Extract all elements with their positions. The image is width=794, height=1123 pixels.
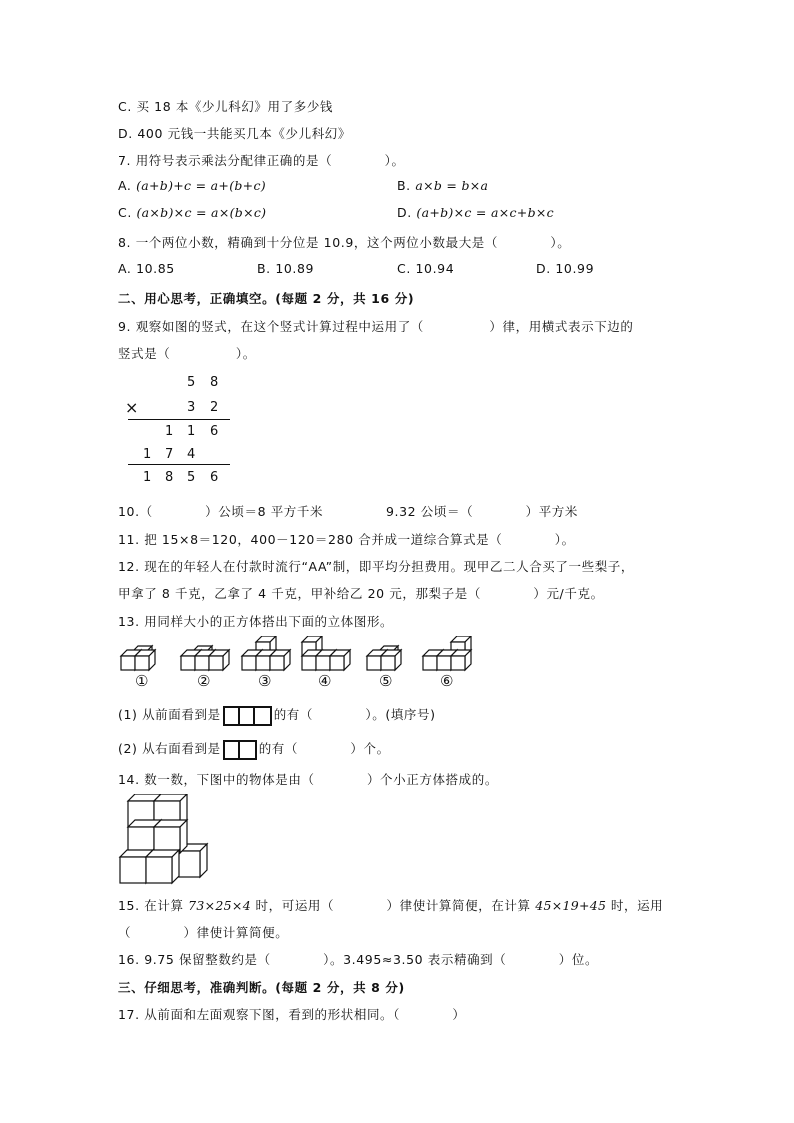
cube-figure-6 <box>423 636 471 670</box>
q14: 14. 数一数，下图中的物体是由（ ）个小正方体搭成的。 <box>118 772 498 787</box>
digit: 6 <box>210 424 219 439</box>
q15-line-2: （ ）律使计算简便。 <box>118 925 289 940</box>
text: 15. 在计算 <box>118 898 184 913</box>
digit: 1 <box>187 424 196 439</box>
digit: 2 <box>210 400 219 415</box>
cube-figure-2 <box>181 646 229 670</box>
q9-line-1: 9. 观察如图的竖式，在这个竖式计算过程中运用了（ ）律，用横式表示下边的 <box>118 319 634 334</box>
option-formula: (a+b)×c = a×c+b×c <box>416 205 554 220</box>
q15-line-1 <box>118 896 663 914</box>
q17: 17. 从前面和左面观察下图，看到的形状相同。（ ） <box>118 1007 466 1022</box>
option-formula: (a+b)+c = a+(b+c) <box>136 178 266 193</box>
section-3-heading: 三、仔细思考，准确判断。(每题 2 分，共 8 分) <box>118 980 405 995</box>
cube-figure-4 <box>302 636 350 670</box>
cube-figure-3 <box>242 636 290 670</box>
q6-option-d: D. 400 元钱一共能买几本《少儿科幻》 <box>118 126 352 141</box>
q9-line-2: 竖式是（ ）。 <box>118 346 256 361</box>
q8-option-c: C. 10.94 <box>397 261 455 276</box>
q7-option-d <box>397 205 554 220</box>
rule-line <box>128 419 230 420</box>
text: 时，运用 <box>610 898 664 913</box>
q7-option-c <box>118 205 266 220</box>
section-2-heading: 二、用心思考，正确填空。(每题 2 分，共 16 分) <box>118 291 415 306</box>
option-label: B. <box>397 178 411 193</box>
q13-sub-2 <box>118 739 390 760</box>
q7-option-a <box>118 178 266 193</box>
digit: 4 <box>187 447 196 462</box>
expression: 73×25×4 <box>188 898 251 913</box>
cube-figure-1 <box>121 646 155 670</box>
sub-question-text: (2) 从右面看到是 <box>118 741 221 756</box>
q16: 16. 9.75 保留整数约是（ ）。3.495≈3.50 表示精确到（ ）位。 <box>118 952 599 967</box>
cube-figures <box>116 636 486 692</box>
text: 时，可运用（ ）律使计算简便，在计算 <box>255 898 531 913</box>
two-square-view-icon <box>223 740 257 760</box>
expression: 45×19+45 <box>535 898 607 913</box>
figure-label-5: ⑤ <box>379 672 393 690</box>
digit: 8 <box>165 470 174 485</box>
times-sign: × <box>125 398 139 417</box>
q12-line-2: 甲拿了 8 千克，乙拿了 4 千克，甲补给乙 20 元，那梨子是（ ）元/千克。 <box>118 586 604 601</box>
option-formula: (a×b)×c = a×(b×c) <box>136 205 267 220</box>
q13-stem: 13. 用同样大小的正方体搭出下面的立体图形。 <box>118 614 394 629</box>
q6-option-c: C. 买 18 本《少儿科幻》用了多少钱 <box>118 99 334 114</box>
sub-question-text: 的有（ ）个。 <box>258 741 390 756</box>
q8-option-d: D. 10.99 <box>536 261 595 276</box>
digit: 3 <box>187 400 196 415</box>
q7-option-b <box>397 178 488 193</box>
digit: 5 <box>187 470 196 485</box>
rule-line <box>128 464 230 465</box>
sub-question-text: (1) 从前面看到是 <box>118 707 221 722</box>
option-label: C. <box>118 205 132 220</box>
digit: 7 <box>165 447 174 462</box>
sub-question-text: 的有（ ）。(填序号) <box>273 707 436 722</box>
digit: 1 <box>143 470 152 485</box>
q14-cube-stack <box>116 794 216 888</box>
digit: 6 <box>210 470 219 485</box>
q8-option-a: A. 10.85 <box>118 261 175 276</box>
figure-label-3: ③ <box>258 672 272 690</box>
digit: 1 <box>165 424 174 439</box>
q11: 11. 把 15×8＝120，400－120＝280 合并成一道综合算式是（ ）。 <box>118 532 575 547</box>
figure-label-2: ② <box>197 672 211 690</box>
q8-option-b: B. 10.89 <box>257 261 315 276</box>
cube-figure-5 <box>367 646 401 670</box>
q10-part-a: 10.（ ）公顷＝8 平方千米 <box>118 504 324 519</box>
q10-part-b: 9.32 公顷＝（ ）平方米 <box>386 504 579 519</box>
digit: 1 <box>143 447 152 462</box>
option-label: A. <box>118 178 132 193</box>
option-label: D. <box>397 205 412 220</box>
figure-label-1: ① <box>135 672 149 690</box>
figure-label-6: ⑥ <box>440 672 454 690</box>
figure-label-4: ④ <box>318 672 332 690</box>
option-formula: a×b = b×a <box>415 178 489 193</box>
digit: 5 <box>187 375 196 390</box>
three-square-view-icon <box>223 706 272 726</box>
digit: 8 <box>210 375 219 390</box>
q7-stem: 7. 用符号表示乘法分配律正确的是（ ）。 <box>118 153 405 168</box>
q13-sub-1 <box>118 705 436 726</box>
q12-line-1: 12. 现在的年轻人在付款时流行“AA”制，即平均分担费用。现甲乙二人合买了一些梨子， <box>118 559 635 574</box>
q8-stem: 8. 一个两位小数，精确到十分位是 10.9，这个两位小数最大是（ ）。 <box>118 235 571 250</box>
